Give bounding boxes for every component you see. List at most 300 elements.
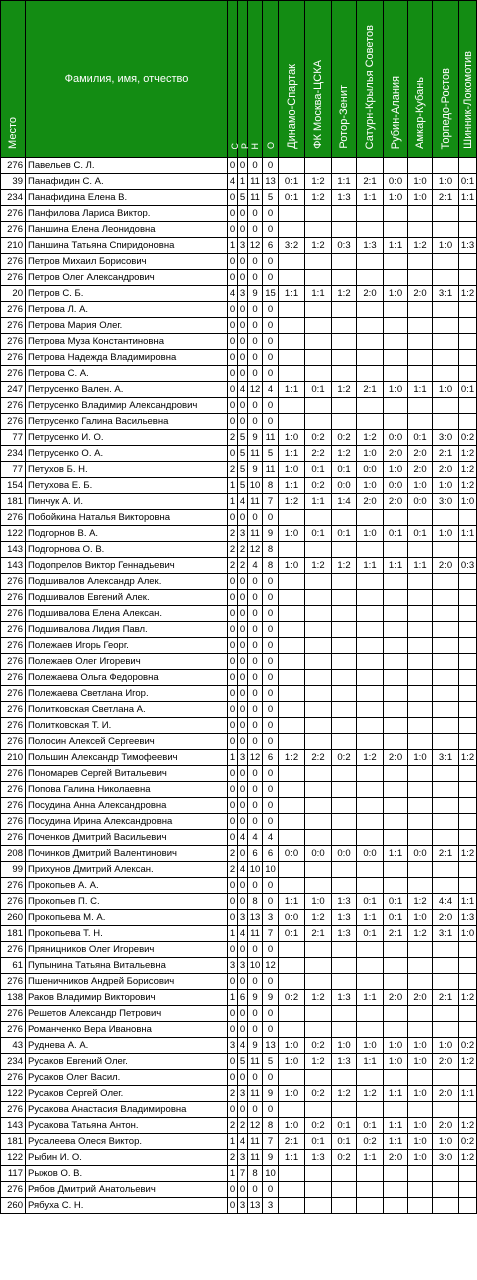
name-cell: Петрова Надежда Владимировна [26,350,228,366]
results-cell: 3 [238,526,248,542]
score-cell [384,830,408,846]
place-cell: 276 [1,798,26,814]
score-cell [433,654,459,670]
score-cell [459,574,477,590]
score-cell [332,734,357,750]
score-cell [279,670,305,686]
misses-cell: 11 [248,926,263,942]
score-cell: 1:0 [279,1118,305,1134]
name-cell: Паншина Елена Леонидовна [26,222,228,238]
points-cell: 0 [263,894,279,910]
name-cell: Рябуха С. Н. [26,1198,228,1214]
score-cell [357,798,384,814]
score-cell: 1:1 [279,382,305,398]
misses-cell: 0 [248,782,263,798]
score-cell: 2:0 [408,446,433,462]
name-cell: Раков Владимир Викторович [26,990,228,1006]
results-cell: 4 [238,862,248,878]
points-cell: 0 [263,606,279,622]
score-cell [305,1182,332,1198]
score-cell [357,958,384,974]
place-cell: 276 [1,254,26,270]
score-cell [408,334,433,350]
score-cell [357,574,384,590]
score-cell: 1:1 [279,1150,305,1166]
name-cell: Пупынина Татьяна Витальевна [26,958,228,974]
score-cell [408,254,433,270]
score-cell: 1:0 [433,382,459,398]
score-cell [384,670,408,686]
name-cell: Подопрелов Виктор Геннадьевич [26,558,228,574]
wins-cell: 2 [228,1150,238,1166]
score-cell: 1:2 [279,750,305,766]
score-cell: 2:0 [357,494,384,510]
table-row [1,190,477,206]
points-cell: 0 [263,622,279,638]
score-cell [384,1166,408,1182]
score-cell [459,1182,477,1198]
name-cell: Петрусенко И. О. [26,430,228,446]
score-cell: 3:1 [433,750,459,766]
score-cell [305,942,332,958]
wins-cell: 1 [228,926,238,942]
table-row [1,286,477,302]
points-cell: 0 [263,766,279,782]
score-cell: 1:2 [332,1086,357,1102]
score-cell [357,542,384,558]
table-row [1,254,477,270]
score-cell [357,1182,384,1198]
score-cell: 2:1 [279,1134,305,1150]
points-cell: 0 [263,1022,279,1038]
score-cell [279,734,305,750]
score-cell: 1:1 [384,238,408,254]
place-cell: 208 [1,846,26,862]
points-cell: 0 [263,222,279,238]
score-cell [357,1006,384,1022]
misses-cell: 0 [248,878,263,894]
score-cell [408,942,433,958]
place-cell: 276 [1,1102,26,1118]
wins-cell: 0 [228,1198,238,1214]
misses-cell: 0 [248,702,263,718]
score-cell [305,878,332,894]
points-cell: 0 [263,510,279,526]
score-cell: 1:2 [332,382,357,398]
wins-cell: 0 [228,1102,238,1118]
place-cell: 276 [1,974,26,990]
score-cell [279,350,305,366]
place-cell: 276 [1,638,26,654]
table-row [1,206,477,222]
wins-cell: 0 [228,942,238,958]
wins-cell: 2 [228,1118,238,1134]
score-cell: 1:2 [332,558,357,574]
score-cell [433,1102,459,1118]
score-cell: 0:0 [305,846,332,862]
score-cell [459,766,477,782]
score-cell [384,318,408,334]
score-cell [305,366,332,382]
score-cell [384,222,408,238]
name-cell: Полежаева Светлана Игор. [26,686,228,702]
score-cell: 3:1 [433,926,459,942]
misses-cell: 11 [248,1086,263,1102]
score-cell [279,1022,305,1038]
misses-cell: 4 [248,830,263,846]
misses-cell: 0 [248,670,263,686]
table-row [1,334,477,350]
score-cell [332,1166,357,1182]
score-cell [384,782,408,798]
points-cell: 12 [263,958,279,974]
place-cell: 154 [1,478,26,494]
name-cell: Попова Галина Николаевна [26,782,228,798]
table-row [1,1070,477,1086]
score-cell: 1:0 [433,526,459,542]
place-cell: 143 [1,558,26,574]
header-match-4: Сатурн-Крылья Советов [357,1,384,158]
wins-cell: 0 [228,830,238,846]
results-cell: 0 [238,1006,248,1022]
score-cell [408,718,433,734]
score-cell [408,1198,433,1214]
score-cell: 1:0 [433,1134,459,1150]
score-cell [433,590,459,606]
results-cell: 4 [238,926,248,942]
score-cell [433,974,459,990]
score-cell [305,974,332,990]
score-cell: 0:1 [384,910,408,926]
name-cell: Пряницников Олег Игоревич [26,942,228,958]
score-cell: 1:0 [279,558,305,574]
score-cell: 0:1 [357,1118,384,1134]
score-cell [459,1102,477,1118]
score-cell [279,398,305,414]
score-cell: 1:1 [305,494,332,510]
results-cell: 4 [238,382,248,398]
results-cell: 0 [238,942,248,958]
score-cell: 1:3 [332,990,357,1006]
score-cell [279,158,305,174]
score-cell [357,270,384,286]
table-row [1,1102,477,1118]
score-cell [332,974,357,990]
score-cell [408,1022,433,1038]
score-cell [433,702,459,718]
name-cell: Руднева А. А. [26,1038,228,1054]
results-cell: 6 [238,990,248,1006]
score-cell [384,1022,408,1038]
results-cell: 7 [238,1166,248,1182]
wins-cell: 0 [228,910,238,926]
misses-cell: 0 [248,270,263,286]
results-cell: 0 [238,222,248,238]
score-cell: 1:1 [459,894,477,910]
name-cell: Прокопьева Т. Н. [26,926,228,942]
misses-cell: 0 [248,942,263,958]
misses-cell: 10 [248,478,263,494]
score-cell [408,542,433,558]
wins-cell: 1 [228,494,238,510]
score-cell [384,814,408,830]
points-cell: 0 [263,734,279,750]
place-cell: 276 [1,302,26,318]
place-cell: 276 [1,366,26,382]
score-cell [384,702,408,718]
table-row [1,318,477,334]
score-cell: 1:3 [332,910,357,926]
score-cell [459,1006,477,1022]
results-cell: 0 [238,974,248,990]
score-cell: 0:1 [357,894,384,910]
score-cell [433,814,459,830]
results-cell: 2 [238,1118,248,1134]
table-row [1,814,477,830]
score-cell [459,414,477,430]
misses-cell: 0 [248,574,263,590]
place-cell: 247 [1,382,26,398]
score-cell [459,334,477,350]
points-cell: 11 [263,430,279,446]
score-cell [384,334,408,350]
score-cell: 0:1 [279,174,305,190]
score-cell [332,318,357,334]
place-cell: 138 [1,990,26,1006]
results-cell: 0 [238,302,248,318]
points-cell: 0 [263,318,279,334]
results-cell: 0 [238,510,248,526]
points-cell: 0 [263,334,279,350]
results-cell: 0 [238,206,248,222]
results-cell: 0 [238,606,248,622]
wins-cell: 0 [228,334,238,350]
points-cell: 9 [263,1086,279,1102]
score-cell [459,638,477,654]
score-cell [384,158,408,174]
points-cell: 0 [263,206,279,222]
score-cell [433,574,459,590]
results-cell: 0 [238,366,248,382]
name-cell: Посудина Анна Александровна [26,798,228,814]
score-cell: 0:0 [408,494,433,510]
place-cell: 276 [1,158,26,174]
results-cell: 3 [238,1150,248,1166]
name-cell: Петухов Б. Н. [26,462,228,478]
score-cell: 1:4 [332,494,357,510]
place-cell: 276 [1,206,26,222]
score-cell [305,1006,332,1022]
score-cell: 1:0 [384,382,408,398]
table-row [1,558,477,574]
score-cell: 1:1 [357,1054,384,1070]
results-cell: 0 [238,1182,248,1198]
results-cell: 0 [238,670,248,686]
table-row [1,1022,477,1038]
score-cell [433,942,459,958]
score-cell [408,222,433,238]
results-cell: 5 [238,1054,248,1070]
wins-cell: 0 [228,622,238,638]
name-cell: Петрусенко О. А. [26,446,228,462]
score-cell: 3:0 [433,430,459,446]
table-row [1,238,477,254]
misses-cell: 0 [248,798,263,814]
score-cell: 1:0 [357,478,384,494]
score-cell [459,254,477,270]
header-match-5: Рубин-Алания [384,1,408,158]
score-cell [459,942,477,958]
wins-cell: 0 [228,782,238,798]
score-cell [332,398,357,414]
score-cell [279,1182,305,1198]
table-row [1,270,477,286]
score-cell [384,606,408,622]
name-cell: Панафидина Елена В. [26,190,228,206]
score-cell [459,1070,477,1086]
misses-cell: 0 [248,1102,263,1118]
name-cell: Пономарев Сергей Витальевич [26,766,228,782]
score-cell [305,862,332,878]
score-cell [459,654,477,670]
results-cell: 0 [238,686,248,702]
place-cell: 276 [1,654,26,670]
name-cell: Петрова Мария Олег. [26,318,228,334]
results-cell: 0 [238,350,248,366]
score-cell: 1:2 [305,238,332,254]
name-cell: Политковская Т. И. [26,718,228,734]
score-cell [279,686,305,702]
misses-cell: 13 [248,910,263,926]
results-cell: 0 [238,398,248,414]
score-cell [384,574,408,590]
results-cell: 2 [238,558,248,574]
name-cell: Петрова Муза Константиновна [26,334,228,350]
score-cell: 1:0 [384,1038,408,1054]
place-cell: 39 [1,174,26,190]
points-cell: 8 [263,558,279,574]
wins-cell: 0 [228,1182,238,1198]
score-cell: 0:1 [332,462,357,478]
score-cell: 1:1 [279,446,305,462]
misses-cell: 0 [248,734,263,750]
score-cell [305,702,332,718]
score-cell [305,510,332,526]
score-cell [332,350,357,366]
score-cell [433,670,459,686]
score-cell [433,302,459,318]
wins-cell: 0 [228,510,238,526]
score-cell: 0:2 [459,1134,477,1150]
score-cell: 1:1 [384,846,408,862]
score-cell [305,798,332,814]
points-cell: 13 [263,174,279,190]
score-cell [459,270,477,286]
score-cell: 3:1 [433,286,459,302]
score-cell [279,206,305,222]
score-cell: 1:0 [357,1038,384,1054]
wins-cell: 2 [228,846,238,862]
score-cell: 0:1 [305,526,332,542]
score-cell [408,622,433,638]
score-cell: 1:0 [279,526,305,542]
wins-cell: 0 [228,206,238,222]
misses-cell: 0 [248,638,263,654]
score-cell [408,510,433,526]
name-cell: Павельев С. Л. [26,158,228,174]
score-cell [459,1166,477,1182]
table-row [1,158,477,174]
header-name: Фамилия, имя, отчество [26,1,228,158]
wins-cell: 0 [228,222,238,238]
place-cell: 276 [1,782,26,798]
score-cell: 1:1 [384,1118,408,1134]
results-cell: 0 [238,622,248,638]
name-cell: Побойкина Наталья Викторовна [26,510,228,526]
score-cell [357,1102,384,1118]
wins-cell: 2 [228,558,238,574]
misses-cell: 9 [248,430,263,446]
header-match-8: Шинник-Локомотив [459,1,477,158]
score-cell [357,862,384,878]
name-cell: Панафидин С. А. [26,174,228,190]
score-cell [332,766,357,782]
misses-cell: 0 [248,222,263,238]
score-cell: 2:1 [357,382,384,398]
score-cell: 2:1 [433,190,459,206]
results-cell: 0 [238,814,248,830]
score-cell: 1:2 [305,1054,332,1070]
score-cell [279,702,305,718]
score-cell [305,574,332,590]
misses-cell: 11 [248,174,263,190]
points-cell: 4 [263,830,279,846]
score-cell: 2:0 [433,1086,459,1102]
score-cell: 2:1 [384,926,408,942]
wins-cell: 0 [228,814,238,830]
place-cell: 276 [1,878,26,894]
table-row [1,414,477,430]
score-cell: 0:1 [332,1118,357,1134]
wins-cell: 3 [228,1038,238,1054]
score-cell [357,334,384,350]
score-cell [384,878,408,894]
table-row [1,926,477,942]
points-cell: 5 [263,446,279,462]
score-cell: 1:2 [305,190,332,206]
score-cell: 0:1 [408,430,433,446]
score-cell [384,1182,408,1198]
score-cell [384,1070,408,1086]
table-row [1,1038,477,1054]
score-cell: 1:2 [357,750,384,766]
score-cell: 1:0 [384,286,408,302]
score-cell: 0:1 [305,1134,332,1150]
misses-cell: 0 [248,334,263,350]
score-cell [305,270,332,286]
score-cell [305,414,332,430]
score-cell [279,510,305,526]
score-cell: 2:1 [433,990,459,1006]
results-cell: 0 [238,334,248,350]
score-cell: 1:1 [357,558,384,574]
table-row [1,542,477,558]
name-cell: Политковская Светлана А. [26,702,228,718]
score-cell: 1:1 [357,1150,384,1166]
score-cell [357,766,384,782]
score-cell: 0:2 [305,430,332,446]
score-cell [408,766,433,782]
